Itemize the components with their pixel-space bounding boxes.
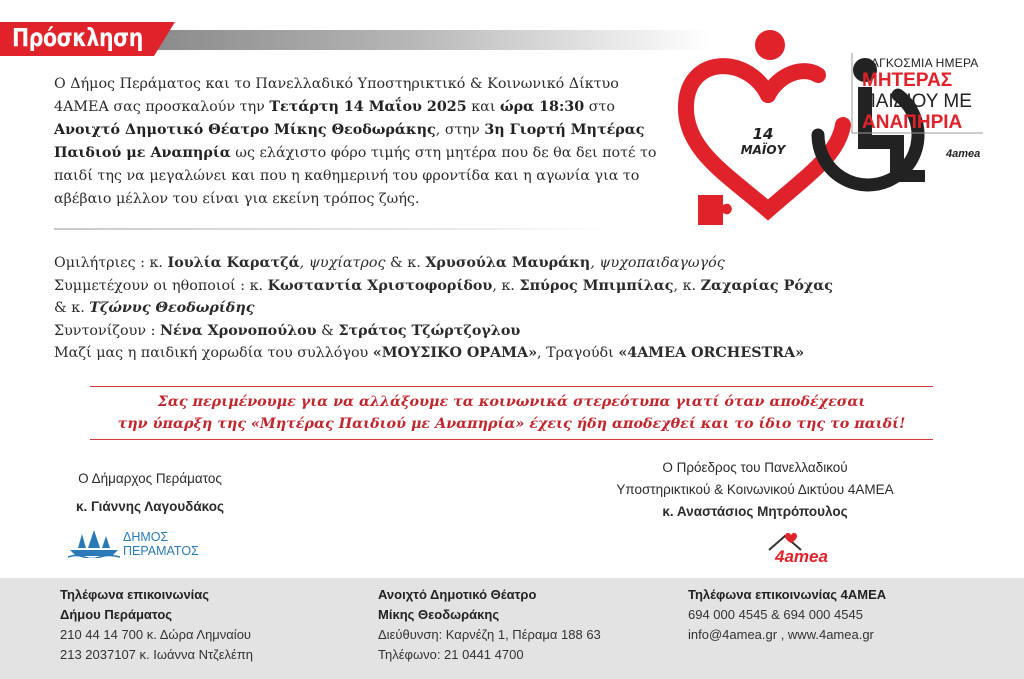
actor-sep-1: , κ. xyxy=(492,277,520,294)
actor-sep-2: , κ. xyxy=(673,277,701,294)
event-logo-brand: 4amea xyxy=(946,148,981,160)
event-logo-text xyxy=(862,56,1002,133)
speaker-2: Χρυσούλα Μαυράκη xyxy=(425,255,591,271)
footer-col-dimos xyxy=(60,585,253,665)
ship-icon xyxy=(68,528,120,558)
footer-col1-phone-2: 213 2037107 κ. Ιωάννα Ντζελέπη xyxy=(60,647,254,662)
coordinator-2: Στράτος Τζώρτζογλου xyxy=(338,322,521,339)
song-name: «4ΑΜΕΑ ORCHESTRA» xyxy=(618,345,805,361)
coordinators-line xyxy=(54,320,814,343)
actors-line xyxy=(54,275,833,298)
header-banner xyxy=(0,22,700,56)
speaker-1-role: , ψυχίατρος xyxy=(299,255,386,271)
amea-logo-text: 4amea xyxy=(775,547,828,566)
banner-gray-stripe xyxy=(150,30,710,50)
actor-2: Σπύρος Μπιμπίλας xyxy=(519,277,674,294)
quote-line-2: την ύπαρξη της «Μητέρας Παιδιού με Αναπηρία» έχεις ήδη αποδεχθεί και το ίδιο της το παιδί! xyxy=(117,416,906,432)
footer-col2-heading-1: Ανοιχτό Δημοτικό Θέατρο xyxy=(378,587,537,602)
event-name: 3η Γιορτή Μητέρας Παιδιού με Αναπηρία xyxy=(54,122,645,161)
choir-prefix: Μαζί μας η παιδική χορωδία του συλλόγου xyxy=(54,345,373,361)
logo-line-1: ΠΑΓΚΟΣΜΙΑ ΗΜΕΡΑ xyxy=(862,56,979,70)
footer-col2-address: Διεύθυνση: Καρνέζη 1, Πέραμα 188 63 xyxy=(378,627,601,642)
coordinators-mid: & xyxy=(316,322,339,339)
speaker-1: Ιουλία Καρατζά xyxy=(167,255,300,271)
footer-col-theater xyxy=(378,585,601,665)
mayor-name: κ. Γιάννης Λαγουδάκος xyxy=(75,499,225,514)
coordinators-label: Συντονίζουν : xyxy=(54,322,160,339)
date-month: ΜΑΪΟΥ xyxy=(740,143,786,157)
logo-line-4: ΑΝΑΠΗΡΙΑ xyxy=(862,112,963,133)
choir-line xyxy=(54,342,814,365)
footer-col1-phone-1: 210 44 14 700 κ. Δώρα Λημναίου xyxy=(60,627,252,642)
logo-line-3: ΠΑΙΔΙΟΥ ΜΕ xyxy=(862,91,972,112)
event-venue: Ανοιχτό Δημοτικό Θέατρο Μίκης Θεοδωράκης xyxy=(54,122,436,138)
event-date: Τετάρτη 14 Μαΐου 2025 xyxy=(269,99,467,115)
actor-1: Κωσταντία Χριστοφορίδου xyxy=(267,277,493,294)
speakers-label: Ομιλήτριες : κ. xyxy=(54,255,168,271)
amea-logo xyxy=(763,530,833,572)
dimos-logo-line-2: ΠΕΡΑΜΑΤΟΣ xyxy=(123,544,199,558)
intro-text-4: , στην xyxy=(435,122,485,138)
event-time: ώρα 18:30 xyxy=(500,99,585,115)
signature-right xyxy=(590,457,920,523)
event-logo xyxy=(668,25,1013,255)
footer xyxy=(0,578,1024,679)
logo-line-2: ΜΗΤΕΡΑΣ xyxy=(862,70,953,91)
speaker-2-role: , ψυχοπαιδαγωγός xyxy=(590,255,725,271)
footer-col1-heading-2: Δήμου Περάματος xyxy=(60,607,173,622)
song-prefix: , Τραγούδι xyxy=(537,345,619,361)
president-title-2: Υποστηρικτικού & Κοινωνικού Δικτύου 4ΑΜΕΑ xyxy=(616,482,894,497)
footer-col2-phone: Τηλέφωνο: 21 0441 4700 xyxy=(378,647,524,662)
intro-text-1: Ο Δήμος Περάματος και το Πανελλαδικό Υποστηρικτικό & Κοινωνικό Δίκτυο 4ΑΜΕΑ σας προσκαλούν την xyxy=(54,76,619,115)
footer-col3-heading: Τηλέφωνα επικοινωνίας 4ΑΜΕΑ xyxy=(688,587,887,602)
quote-line-1: Σας περιμένουμε για να αλλάξουμε τα κοινωνικά στερεότυπα γιατί όταν αποδέχεσαι xyxy=(157,394,866,410)
dimos-peramatos-logo xyxy=(68,528,218,562)
footer-col3-contact[interactable]: info@4amea.gr , www.4amea.gr xyxy=(688,627,874,642)
dimos-logo-line-1: ΔΗΜΟΣ xyxy=(123,530,169,544)
president-name: κ. Αναστάσιος Μητρόπουλος xyxy=(662,504,848,519)
date-number: 14 xyxy=(752,125,774,143)
actors-line-2-prefix: & κ. xyxy=(54,300,90,316)
event-details xyxy=(54,252,833,365)
signature-left xyxy=(40,468,260,518)
separator-top xyxy=(54,228,614,230)
footer-col2-heading-2: Μίκης Θεοδωράκης xyxy=(378,607,500,622)
intro-text-2: και xyxy=(466,99,500,115)
quote-box xyxy=(90,386,933,440)
footer-col-amea xyxy=(688,585,886,645)
footer-col1-heading-1: Τηλέφωνα επικοινωνίας xyxy=(60,587,210,602)
actors-line-2 xyxy=(54,297,814,320)
actors-label: Συμμετέχουν οι ηθοποιοί : κ. xyxy=(54,277,268,294)
president-title-1: Ο Πρόεδρος του Πανελλαδικού xyxy=(662,460,848,475)
date-label xyxy=(723,126,803,157)
speakers-mid: & κ. xyxy=(385,255,426,271)
actor-3: Ζαχαρίας Ρόχας xyxy=(700,277,833,294)
choir-name: «ΜΟΥΣΙΚΟ ΟΡΑΜΑ» xyxy=(372,345,538,361)
footer-col3-phones: 694 000 4545 & 694 000 4545 xyxy=(688,607,863,622)
intro-text-3: στο xyxy=(584,99,615,115)
coordinator-1: Νένα Χρονοπούλου xyxy=(159,322,317,339)
mayor-title: Ο Δήμαρχος Περάματος xyxy=(78,471,222,486)
intro-text-5: ως ελάχιστο φόρο τιμής στη μητέρα που δε θα δει ποτέ το παιδί της να μεγαλώνει και που η καθημερινή του φροντίδα και η αγωνία για το αβέβαιο μέλλον του είναι για εκείνη τρόπος ζωής. xyxy=(54,145,657,207)
page-title: Πρόσκληση xyxy=(12,23,143,52)
actor-4: Τζώνυς Θεοδωρίδης xyxy=(89,300,255,316)
speakers-line xyxy=(54,252,814,275)
intro-paragraph xyxy=(54,73,664,211)
